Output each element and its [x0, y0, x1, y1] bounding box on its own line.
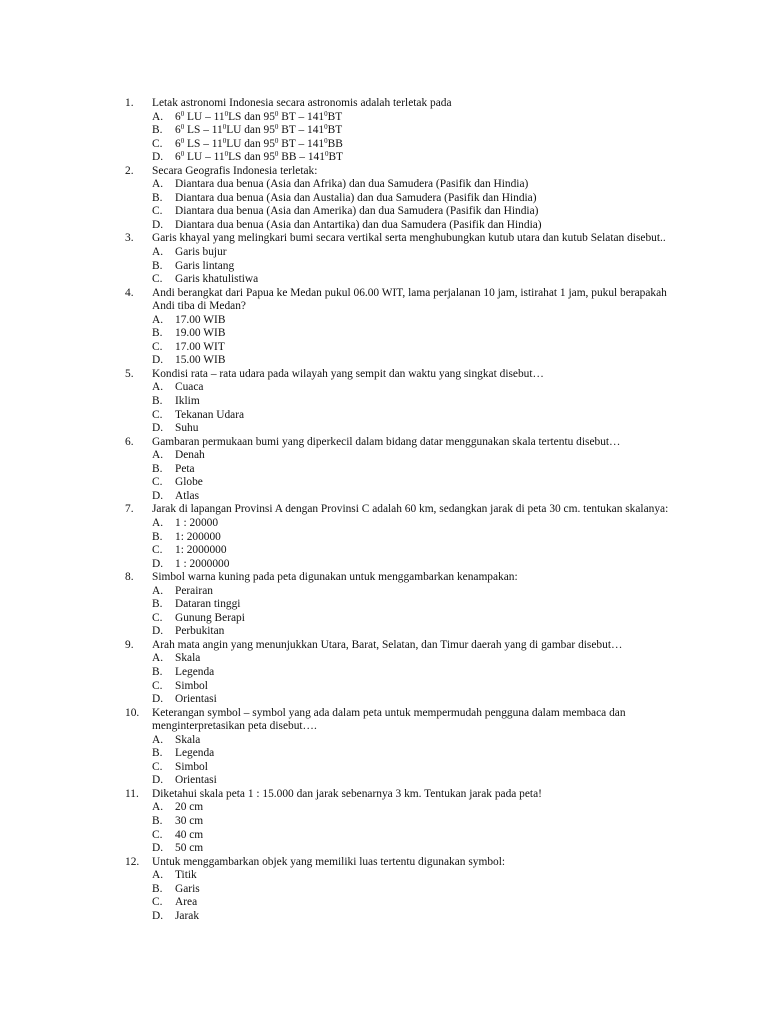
- option-letter: C.: [152, 476, 163, 489]
- option-text: [175, 151, 343, 163]
- question-number: 5.: [125, 367, 134, 380]
- option-text: Area: [175, 896, 198, 909]
- option-text: 20 cm: [175, 801, 204, 814]
- option-text: Iklim: [175, 395, 200, 408]
- option-12a: [0, 869, 768, 883]
- option-letter: A.: [152, 733, 164, 746]
- option-text: Dataran tinggi: [175, 598, 241, 611]
- question-number: 4.: [125, 286, 134, 299]
- question-number: 12.: [125, 855, 140, 868]
- question-number: 2.: [125, 164, 134, 177]
- option-7d: [0, 558, 768, 572]
- option-text: Diantara dua benua (Asia dan Afrika) dan dua Samudera (Pasifik dan Hindia): [175, 178, 529, 191]
- question-10-row: [0, 707, 768, 734]
- degree-superscript: 0: [274, 123, 279, 132]
- question-6-row: [0, 436, 768, 450]
- option-1c: [0, 138, 768, 152]
- option-4c: [0, 341, 768, 355]
- option-letter: D.: [152, 151, 164, 164]
- option-text-segment: BB: [327, 137, 343, 150]
- question-text: Andi berangkat dari Papua ke Medan pukul 06.00 WIT, lama perjalanan 10 jam, istirahat 1 jam, pukul berapakah Andi tiba di Medan?: [152, 286, 667, 313]
- option-text-segment: LU – 11: [184, 151, 225, 164]
- option-text: [175, 124, 342, 136]
- question-number: 8.: [125, 571, 134, 584]
- option-letter: B.: [152, 327, 163, 340]
- question-3-row: [0, 232, 768, 246]
- degree-superscript: 0: [324, 109, 328, 118]
- option-letter: B.: [152, 259, 163, 272]
- question-1: [0, 97, 768, 165]
- option-text-segment: BT – 141: [278, 124, 325, 137]
- option-letter: A.: [152, 381, 164, 394]
- option-text-segment: LU dan 95: [226, 137, 275, 150]
- option-5b: [0, 395, 768, 409]
- option-4a: [0, 314, 768, 328]
- option-11a: [0, 801, 768, 815]
- option-text: Legenda: [175, 747, 215, 760]
- option-letter: A.: [152, 178, 164, 191]
- option-10d: [0, 774, 768, 788]
- option-text: 15.00 WIB: [175, 354, 226, 367]
- option-text-segment: BT – 141: [278, 137, 325, 150]
- option-text: Atlas: [175, 489, 200, 502]
- option-letter: D.: [152, 218, 164, 231]
- option-4d: [0, 354, 768, 368]
- degree-superscript: 0: [180, 109, 185, 118]
- option-text: Simbol: [175, 760, 208, 773]
- option-text: Skala: [175, 733, 201, 746]
- option-text: Diantara dua benua (Asia dan Austalia) dan dua Samudera (Pasifik dan Hindia): [175, 191, 537, 204]
- option-letter: B.: [152, 191, 163, 204]
- option-letter: D.: [152, 557, 164, 570]
- option-text: Garis: [175, 882, 200, 895]
- question-text: Secara Geografis Indonesia terletak:: [152, 164, 318, 177]
- option-2c: [0, 205, 768, 219]
- option-11c: [0, 829, 768, 843]
- option-8a: [0, 585, 768, 599]
- option-text-segment: LS dan 95: [228, 110, 275, 123]
- option-letter: B.: [152, 598, 163, 611]
- question-text: Diketahui skala peta 1 : 15.000 dan jarak sebenarnya 3 km. Tentukan jarak pada peta!: [152, 787, 542, 800]
- option-text: Diantara dua benua (Asia dan Antartika) dan dua Samudera (Pasifik dan Hindia): [175, 218, 542, 231]
- option-letter: D.: [152, 354, 164, 367]
- degree-superscript: 0: [324, 123, 328, 132]
- option-letter: C.: [152, 828, 163, 841]
- option-letter: D.: [152, 489, 164, 502]
- option-text: Orientasi: [175, 693, 217, 706]
- option-8b: [0, 598, 768, 612]
- option-text: Garis khatulistiwa: [175, 273, 259, 286]
- option-letter: D.: [152, 909, 164, 922]
- option-5c: [0, 409, 768, 423]
- option-12b: [0, 883, 768, 897]
- option-10a: [0, 734, 768, 748]
- question-text: Keterangan symbol – symbol yang ada dalam peta untuk mempermudah pengguna dalam membaca dan menginterpretasikan peta disebut….: [152, 706, 626, 733]
- option-letter: B.: [152, 124, 163, 137]
- option-letter: B.: [152, 530, 163, 543]
- question-text: Garis khayal yang melingkari bumi secara vertikal serta menghubungkan kutub utara dan kutub Selatan disebut..: [152, 232, 666, 245]
- option-7b: [0, 531, 768, 545]
- option-8c: [0, 612, 768, 626]
- option-letter: C.: [152, 760, 163, 773]
- degree-superscript: 0: [180, 150, 185, 159]
- option-text: 17.00 WIB: [175, 313, 226, 326]
- degree-superscript: 0: [324, 136, 328, 145]
- option-1a: [0, 111, 768, 125]
- option-text: [175, 138, 343, 150]
- option-letter: C.: [152, 137, 163, 150]
- option-letter: C.: [152, 544, 163, 557]
- option-12d: [0, 910, 768, 924]
- option-text: Jarak: [175, 909, 200, 922]
- option-text: 1 : 20000: [175, 516, 219, 529]
- option-2b: [0, 192, 768, 206]
- option-9d: [0, 693, 768, 707]
- option-2a: [0, 178, 768, 192]
- degree-superscript: 0: [324, 150, 329, 159]
- option-letter: A.: [152, 313, 164, 326]
- option-3b: [0, 260, 768, 274]
- option-letter: A.: [152, 652, 164, 665]
- question-number: 7.: [125, 503, 134, 516]
- option-text-segment: 6: [175, 137, 181, 150]
- question-text: Untuk menggambarkan objek yang memiliki luas tertentu digunakan symbol:: [152, 855, 506, 868]
- option-11d: [0, 842, 768, 856]
- question-4-row: [0, 287, 768, 314]
- option-letter: D.: [152, 842, 164, 855]
- question-9: [0, 639, 768, 707]
- option-letter: A.: [152, 801, 164, 814]
- option-letter: A.: [152, 449, 164, 462]
- option-text-segment: LS – 11: [184, 137, 223, 150]
- degree-superscript: 0: [180, 136, 185, 145]
- question-7: [0, 503, 768, 571]
- option-text: Perbukitan: [175, 625, 225, 638]
- option-5d: [0, 422, 768, 436]
- question-5-row: [0, 368, 768, 382]
- option-text: Tekanan Udara: [175, 408, 245, 421]
- option-letter: A.: [152, 246, 164, 259]
- question-number: 10.: [125, 706, 140, 719]
- option-letter: B.: [152, 665, 163, 678]
- option-text: 1: 2000000: [175, 544, 227, 557]
- option-letter: A.: [152, 869, 164, 882]
- option-text: 1: 200000: [175, 530, 221, 543]
- option-text: 19.00 WIB: [175, 327, 226, 340]
- option-text: Titik: [175, 869, 197, 882]
- option-text: Denah: [175, 449, 205, 462]
- option-text: Orientasi: [175, 774, 217, 787]
- option-11b: [0, 815, 768, 829]
- option-text-segment: BT – 141: [278, 110, 325, 123]
- option-7c: [0, 544, 768, 558]
- option-text: 17.00 WIT: [175, 340, 225, 353]
- question-text: Arah mata angin yang menunjukkan Utara, Barat, Selatan, dan Timur daerah yang di gambar disebut…: [152, 638, 623, 651]
- degree-superscript: 0: [180, 123, 185, 132]
- option-9a: [0, 652, 768, 666]
- option-1d: [0, 151, 768, 165]
- degree-superscript: 0: [224, 109, 229, 118]
- option-letter: B.: [152, 814, 163, 827]
- question-1-row: [0, 97, 768, 111]
- option-text: Garis lintang: [175, 259, 235, 272]
- option-text-segment: BT: [327, 124, 343, 137]
- option-7a: [0, 517, 768, 531]
- option-text: Peta: [175, 462, 195, 475]
- option-letter: B.: [152, 462, 163, 475]
- option-12c: [0, 896, 768, 910]
- option-letter: C.: [152, 408, 163, 421]
- option-6b: [0, 463, 768, 477]
- option-text-segment: BT: [328, 151, 344, 164]
- option-3a: [0, 246, 768, 260]
- question-12: [0, 856, 768, 924]
- question-text: Gambaran permukaan bumi yang diperkecil dalam bidang datar menggunakan skala tertentu disebut…: [152, 435, 621, 448]
- question-4: [0, 287, 768, 368]
- degree-superscript: 0: [224, 150, 229, 159]
- option-text: 40 cm: [175, 828, 204, 841]
- question-text: Letak astronomi Indonesia secara astronomis adalah terletak pada: [152, 97, 452, 109]
- option-letter: A.: [152, 584, 164, 597]
- option-9c: [0, 680, 768, 694]
- option-text-segment: LU dan 95: [226, 124, 275, 137]
- option-letter: D.: [152, 422, 164, 435]
- option-text: 50 cm: [175, 842, 204, 855]
- option-text: Garis bujur: [175, 246, 227, 259]
- question-9-row: [0, 639, 768, 653]
- option-8d: [0, 625, 768, 639]
- degree-superscript: 0: [274, 109, 279, 118]
- option-2d: [0, 219, 768, 233]
- question-number: 3.: [125, 232, 134, 245]
- option-3c: [0, 273, 768, 287]
- option-text: Skala: [175, 652, 201, 665]
- option-6d: [0, 490, 768, 504]
- question-10: [0, 707, 768, 788]
- degree-superscript: 0: [222, 136, 227, 145]
- option-text-segment: LS – 11: [184, 124, 223, 137]
- question-number: 9.: [125, 638, 134, 651]
- option-letter: C.: [152, 679, 163, 692]
- question-11-row: [0, 788, 768, 802]
- option-9b: [0, 666, 768, 680]
- option-letter: D.: [152, 625, 164, 638]
- question-number: 11.: [125, 787, 139, 800]
- option-letter: D.: [152, 693, 164, 706]
- option-text: Simbol: [175, 679, 208, 692]
- option-text-segment: LU – 11: [184, 110, 225, 123]
- question-2: [0, 165, 768, 233]
- option-text: 1 : 2000000: [175, 557, 230, 570]
- option-10b: [0, 747, 768, 761]
- question-text: Kondisi rata – rata udara pada wilayah yang sempit dan waktu yang singkat disebut…: [152, 367, 544, 380]
- option-letter: B.: [152, 882, 163, 895]
- option-letter: C.: [152, 273, 163, 286]
- question-number: 1.: [125, 97, 134, 109]
- degree-superscript: 0: [222, 123, 227, 132]
- question-6: [0, 436, 768, 504]
- question-7-row: [0, 503, 768, 517]
- option-letter: C.: [152, 896, 163, 909]
- option-6a: [0, 449, 768, 463]
- option-text: Legenda: [175, 665, 215, 678]
- option-text-segment: BB – 141: [278, 151, 325, 164]
- question-2-row: [0, 165, 768, 179]
- option-letter: B.: [152, 395, 163, 408]
- question-list: [0, 97, 768, 923]
- question-11: [0, 788, 768, 856]
- option-text: [175, 111, 342, 123]
- question-3: [0, 232, 768, 286]
- option-text: 30 cm: [175, 814, 204, 827]
- option-letter: C.: [152, 205, 163, 218]
- option-letter: C.: [152, 340, 163, 353]
- question-8: [0, 571, 768, 639]
- option-text: Globe: [175, 476, 203, 489]
- option-letter: A.: [152, 110, 164, 123]
- option-letter: A.: [152, 516, 164, 529]
- option-text-segment: 6: [175, 110, 181, 123]
- option-4b: [0, 327, 768, 341]
- question-5: [0, 368, 768, 436]
- question-text: Simbol warna kuning pada peta digunakan untuk menggambarkan kenampakan:: [152, 571, 518, 584]
- question-8-row: [0, 571, 768, 585]
- option-text: Gunung Berapi: [175, 611, 245, 624]
- option-5a: [0, 381, 768, 395]
- option-text: Cuaca: [175, 381, 204, 394]
- option-text-segment: 6: [175, 124, 181, 137]
- degree-superscript: 0: [274, 136, 279, 145]
- option-text: Diantara dua benua (Asia dan Amerika) dan dua Samudera (Pasifik dan Hindia): [175, 205, 539, 218]
- question-12-row: [0, 856, 768, 870]
- option-text: Suhu: [175, 422, 199, 435]
- option-text: Perairan: [175, 584, 213, 597]
- option-letter: B.: [152, 747, 163, 760]
- option-10c: [0, 761, 768, 775]
- option-letter: C.: [152, 611, 163, 624]
- question-number: 6.: [125, 435, 134, 448]
- option-1b: [0, 124, 768, 138]
- option-letter: D.: [152, 774, 164, 787]
- option-text-segment: LS dan 95: [228, 151, 275, 164]
- question-text: Jarak di lapangan Provinsi A dengan Provinsi C adalah 60 km, sedangkan jarak di peta 30 cm. tentukan skalanya:: [152, 503, 669, 516]
- degree-superscript: 0: [274, 150, 279, 159]
- option-6c: [0, 476, 768, 490]
- option-text-segment: BT: [327, 110, 343, 123]
- option-text-segment: 6: [175, 151, 181, 164]
